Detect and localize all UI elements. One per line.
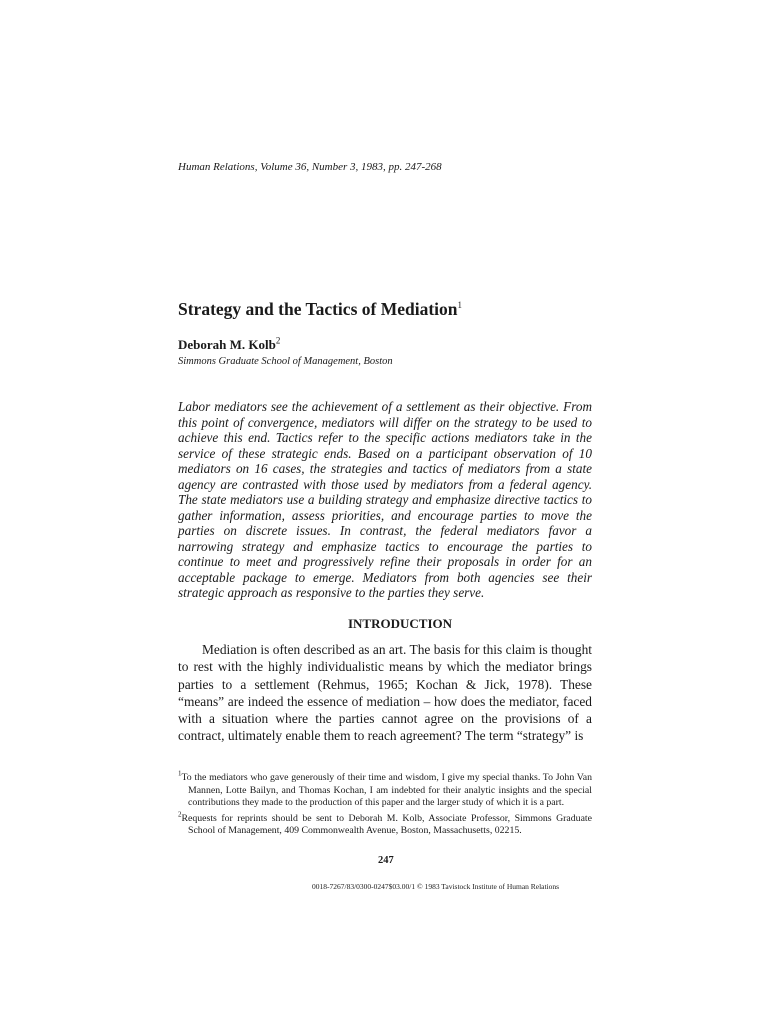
- introduction-paragraph: Mediation is often described as an art. The basis for this claim is thought to rest with the highly individualistic means by which the mediator brings parties to a settlement (Rehmus, 1965; Kochan & Jick, 1978). These “means” are indeed the essence of mediation – how does the mediator, faced with a situation where the parties cannot agree on the provisions of a contract, ultimately enable them to reach agreement? The term “strategy” is: [178, 642, 592, 744]
- footnote-marker: 1: [178, 769, 182, 778]
- footnote-2: [178, 810, 592, 838]
- footnote-text: Requests for reprints should be sent to Deborah M. Kolb, Associate Professor, Simmons Graduate School of Management, 409 Commonwealth Avenue, Boston, Massachusetts, 02215.: [181, 812, 592, 836]
- author-affiliation: Simmons Graduate School of Management, Boston: [178, 356, 393, 367]
- footnote-1: [178, 769, 592, 810]
- author-name-text: Deborah M. Kolb: [178, 337, 276, 352]
- abstract-paragraph: Labor mediators see the achievement of a settlement as their objective. From this point of convergence, mediators will differ on the strategy to be used to achieve this end. Tactics refer to the specific actions mediators take in the service of these strategic ends. Based on a participant observation of 10 mediators on 16 cases, the strategies and tactics of mediators from a state agency are contrasted with those used by mediators from a federal agency. The state mediators use a building strategy and emphasize directive tactics to gather information, assess priorities, and encourage parties to move the parties on discrete issues. In contrast, the federal mediators favor a narrowing strategy and emphasize tactics to encourage the parties to continue to meet and progressively refine their proposals in order for an acceptable package to emerge. Mediators from both agencies see their strategic approach as responsive to the parties they serve.: [178, 399, 592, 600]
- article-title: [178, 299, 462, 320]
- footnotes: [178, 769, 592, 841]
- page-number: 247: [378, 855, 394, 866]
- author-footnote-marker: 2: [275, 335, 281, 346]
- title-footnote-marker: 1: [457, 300, 463, 311]
- author-name: [178, 337, 280, 353]
- copyright-line: 0018-7267/83/0300-0247$03.00/1 © 1983 Tavistock Institute of Human Relations: [312, 882, 560, 891]
- journal-citation: Human Relations, Volume 36, Number 3, 1983, pp. 247-268: [178, 161, 442, 173]
- article-title-text: Strategy and the Tactics of Mediation: [178, 299, 458, 319]
- section-heading-introduction: INTRODUCTION: [347, 616, 452, 631]
- footnote-text: To the mediators who gave generously of their time and wisdom, I give my special thanks. To John Van Mannen, Lotte Bailyn, and Thomas Kochan, I am indebted for their analytic insights and the special contributions they made to the production of this paper and the larger study of which it is a part.: [181, 772, 592, 808]
- footnote-marker: 2: [178, 810, 182, 819]
